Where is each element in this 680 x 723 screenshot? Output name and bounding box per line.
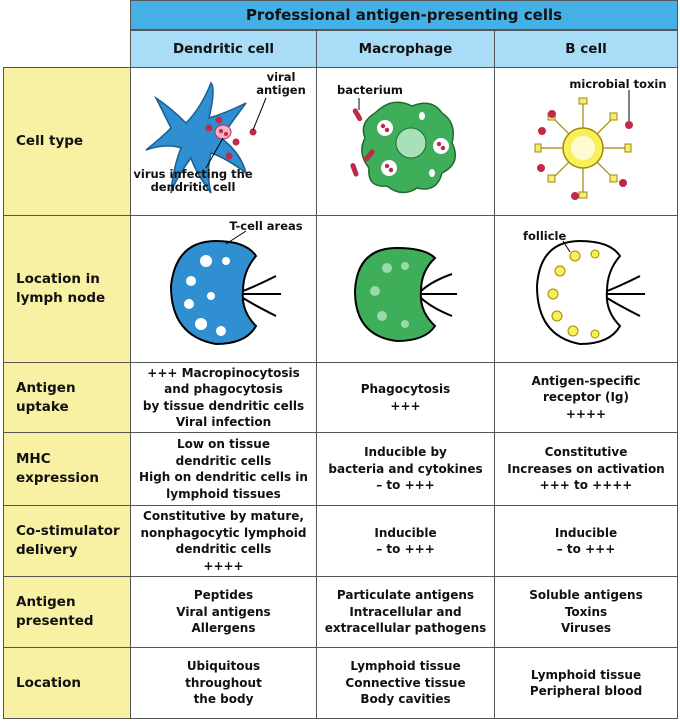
text-line: Antigen-specific: [531, 373, 641, 388]
text-line: throughout: [185, 675, 262, 690]
text-line: extracellular pathogens: [324, 621, 487, 636]
text-line: +++ Macropinocytosis: [147, 365, 300, 380]
b-cell-antigen-uptake: [494, 362, 678, 433]
dendritic-costimulator: [130, 505, 317, 577]
header-macrophage: Macrophage: [316, 30, 495, 68]
text-line: – to +++: [556, 542, 616, 556]
text-line: Ubiquitous: [186, 659, 261, 674]
text-line: and phagocytosis: [164, 382, 283, 396]
b-cell-antigen-presented: [494, 576, 678, 648]
text-line: dendritic cells: [175, 453, 272, 468]
text-line: Body cavities: [360, 692, 451, 707]
row-label-mhc-expression: MHC expression: [3, 432, 131, 506]
text-line: Inducible by: [364, 445, 447, 460]
row-label-antigen-uptake: Antigen uptake: [3, 362, 131, 433]
macrophage-antigen-uptake: [316, 362, 495, 433]
text-line: nonphagocytic lymphoid: [140, 525, 307, 540]
dendritic-cell-figure: [130, 67, 317, 216]
text-line: Increases on activation: [507, 461, 665, 476]
dendritic-mhc-expression: [130, 432, 317, 506]
text-line: ++++: [565, 406, 607, 421]
text-line: Inducible: [554, 525, 618, 540]
header-dendritic-cell: Dendritic cell: [130, 30, 317, 68]
text-line: Viral antigens: [176, 604, 271, 619]
table-title: Professional antigen-presenting cells: [130, 0, 678, 30]
b-cell-mhc-expression: [494, 432, 678, 506]
text-line: dendritic cells: [175, 542, 272, 556]
text-line: Particulate antigens: [336, 588, 475, 603]
text-line: – to +++: [376, 542, 435, 556]
text-line: Peripheral blood: [529, 684, 643, 698]
text-line: lymphoid tissues: [166, 486, 281, 501]
row-label-location-in-lymph-node: Location in lymph node: [3, 215, 131, 363]
row-label-location: Location: [3, 647, 131, 719]
b-cell-location: [494, 647, 678, 719]
text-line: Viral infection: [175, 415, 272, 429]
label-viral-antigen: viral antigen: [256, 70, 306, 97]
text-line: Lymphoid tissue: [530, 667, 642, 682]
text-line: ++++: [203, 558, 244, 573]
text-line: Soluble antigens: [529, 588, 643, 603]
row-label-co-stimulator-delivery: Co-stimulator delivery: [3, 505, 131, 577]
macrophage-location: [316, 647, 495, 719]
text-line: Phagocytosis: [360, 382, 451, 396]
text-line: Toxins: [564, 604, 608, 619]
macrophage-costimulator: [316, 505, 495, 577]
text-line: High on dendritic cells in: [139, 470, 308, 484]
b-cell-figure: [494, 67, 678, 216]
text-line: +++ to ++++: [539, 478, 633, 493]
macrophage-mhc-expression: [316, 432, 495, 506]
text-line: receptor (Ig): [542, 390, 629, 405]
header-b-cell: B cell: [494, 30, 678, 68]
text-line: Allergens: [191, 621, 256, 636]
text-line: Constitutive: [544, 445, 628, 460]
text-line: Inducible: [374, 525, 437, 540]
macrophage-lymph-node-figure: [316, 215, 495, 363]
dendritic-location: [130, 647, 317, 719]
text-line: Lymphoid tissue: [350, 659, 461, 674]
macrophage-antigen-presented: [316, 576, 495, 648]
lymph-node-blue-icon: [131, 216, 318, 364]
label-follicle: follicle: [523, 229, 567, 243]
label-bacterium: bacterium: [337, 83, 403, 97]
text-line: Low on tissue: [177, 437, 270, 451]
lymph-node-green-icon: [317, 216, 496, 364]
text-line: Intracellular and: [349, 604, 462, 619]
label-microbial-toxin: microbial toxin: [569, 77, 667, 91]
text-line: +++: [390, 398, 421, 413]
text-line: by tissue dendritic cells: [142, 398, 305, 413]
text-line: Connective tissue: [345, 675, 466, 690]
text-line: Peptides: [193, 588, 254, 603]
dendritic-lymph-node-figure: [130, 215, 317, 363]
text-line: – to +++: [376, 478, 435, 493]
row-label-antigen-presented: Antigen presented: [3, 576, 131, 648]
macrophage-figure: [316, 67, 495, 216]
text-line: Viruses: [560, 621, 612, 636]
row-label-cell-type: Cell type: [3, 67, 131, 216]
label-virus-infecting: virus infecting the dendritic cell: [133, 167, 253, 194]
text-line: the body: [193, 692, 254, 707]
b-cell-costimulator: [494, 505, 678, 577]
b-cell-lymph-node-figure: [494, 215, 678, 363]
dendritic-antigen-presented: [130, 576, 317, 648]
text-line: Constitutive by mature,: [143, 509, 304, 523]
label-t-cell-areas: T-cell areas: [229, 219, 303, 233]
dendritic-antigen-uptake: [130, 362, 317, 433]
text-line: bacteria and cytokines: [328, 461, 483, 476]
